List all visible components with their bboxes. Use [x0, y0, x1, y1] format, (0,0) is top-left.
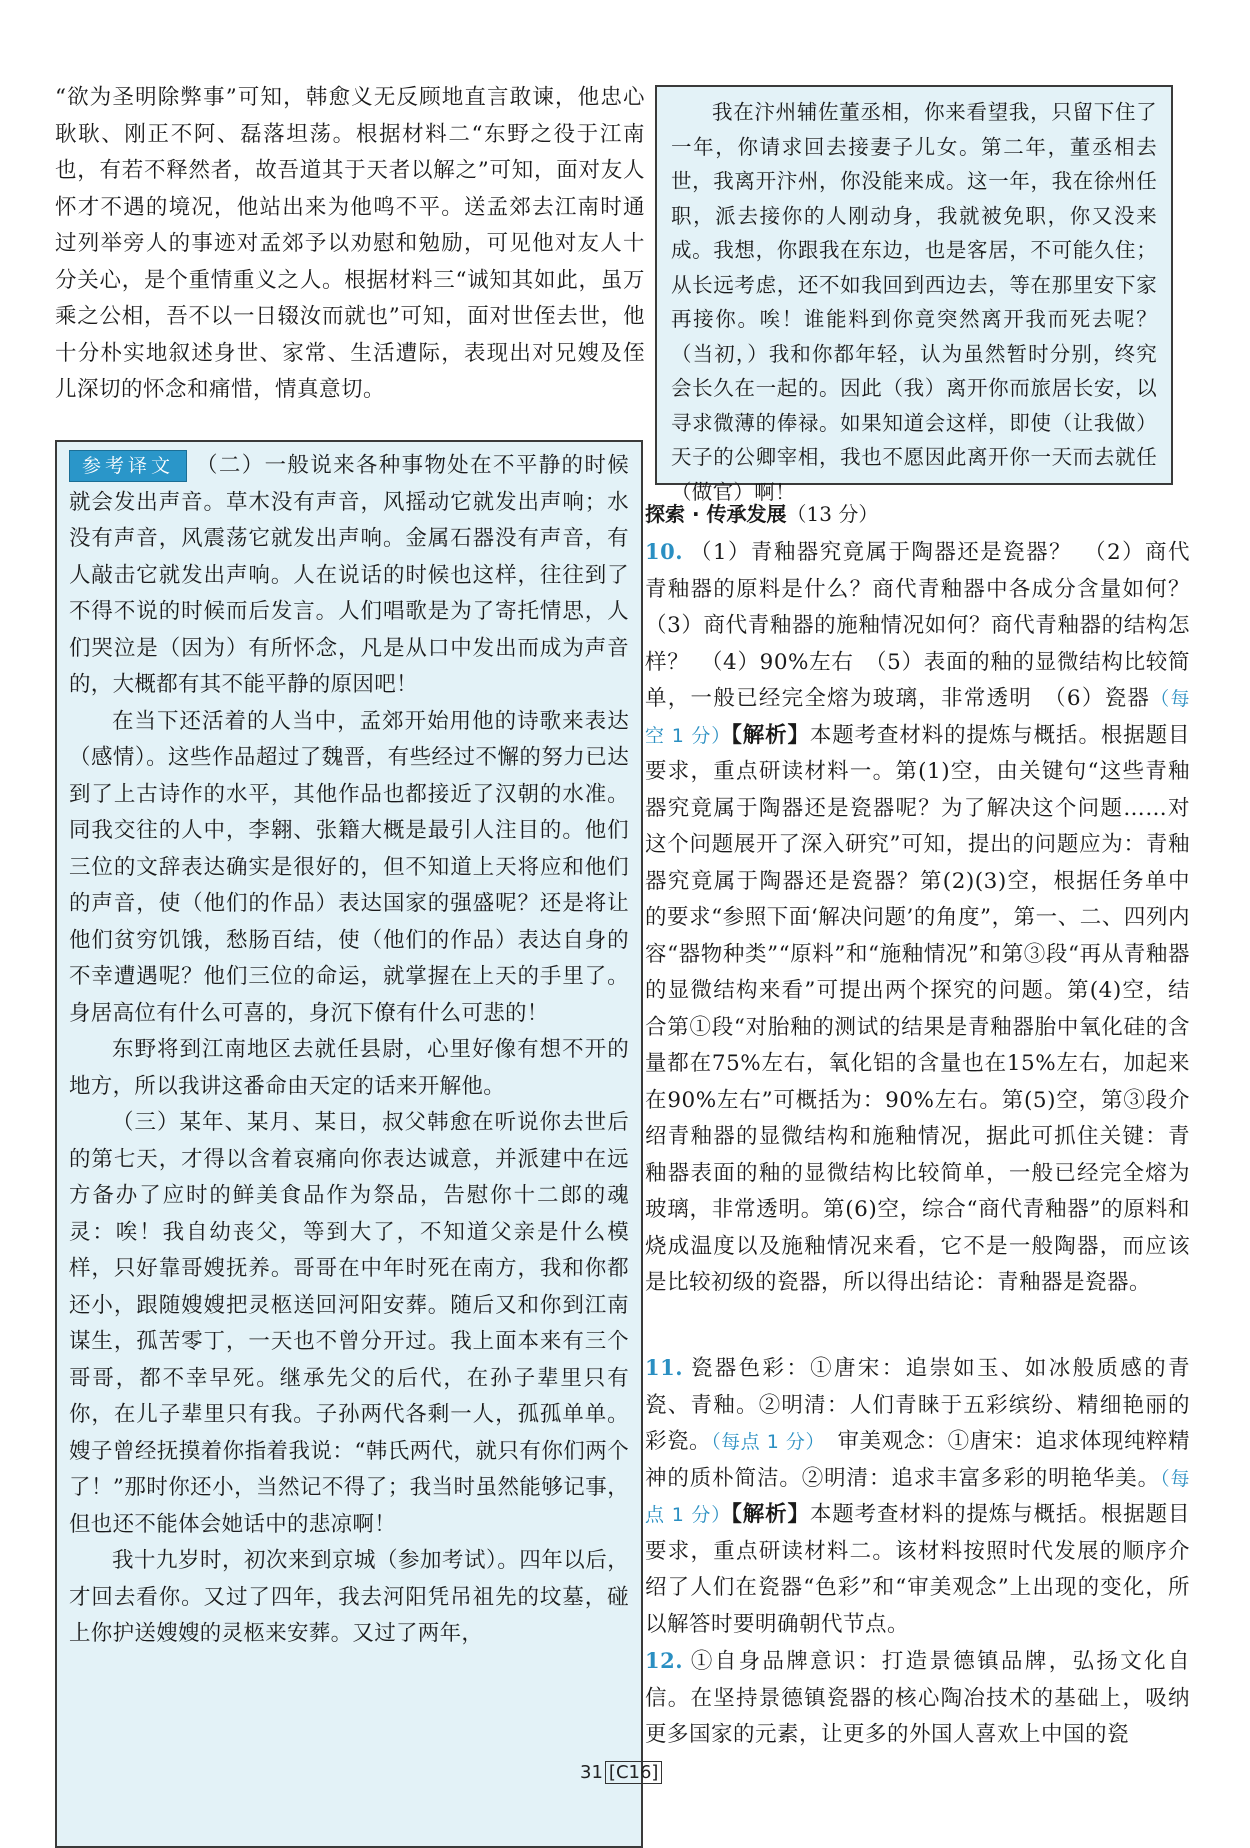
translation-continuation-box — [655, 85, 1173, 504]
translation-paragraph: 我在汴州辅佐董丞相，你来看望我，只留下住了一年，你请求回去接妻子儿女。第二年，董丞相去世，我离开汴州，你没能来成。这一年，我在徐州任职，派去接你的人刚动身，我就被免职，你又没来成。我想，你跟我在东边，也是客居，不可能久住；从长远考虑，还不如我回到西边去，等在那里安下家再接你。唉！谁能料到你竟突然离开我而死去呢？（当初，）我和你都年轻，认为虽然暂时分别，终究会长久在一起的。因此（我）离开你而旅居长安，以寻求微薄的俸禄。如果知道会这样，即使（让我做）天子的公卿宰相，我也不愿因此离开你一天而去就任（做官）啊！ — [671, 100, 1157, 504]
question-11-text: 11. 瓷器色彩：①唐宋：追崇如玉、如冰般质感的青瓷、青釉。②明清：人们青睐于五彩缤纷、精细艳丽的彩瓷。（每点 1 分） 审美观念：①唐宋：追求体现纯粹精神的质朴简洁。②明清：追求丰富多彩的明艳华美。（每点 1 分）【解析】本题考查材料的提炼与概括。根据题目要求，重点研读材料二。该材料按照时代发展的顺序介绍了人们在瓷器“色彩”和“审美观念”上出现的变化，所以解答时要明确朝代节点。 — [645, 1355, 1190, 1637]
page-code: [C16] — [605, 1761, 663, 1784]
analysis-tag: 【解析】 — [731, 1502, 810, 1527]
question-12 — [645, 1643, 1190, 1754]
question-10 — [645, 534, 1213, 1302]
reference-paragraph-3: 东野将到江南地区去就任县尉，心里好像有想不开的地方，所以我讲这番命由天定的话来开解他。 — [69, 1037, 629, 1099]
reference-label: 参考译文 — [69, 450, 187, 482]
analysis-tag: 【解析】 — [731, 722, 810, 748]
section-title: 探索 · 传承发展（13 分） — [645, 502, 879, 526]
question-10-text: 10. （1）青釉器究竟属于陶器还是瓷器？ （2）商代青釉器的原料是什么？商代青釉器中各成分含量如何？ （3）商代青釉器的施釉情况如何？商代青釉器的结构怎样？ （4）90%左右 （5）表面的釉的显微结构比较简单，一般已经完全熔为玻璃，非常透明 （6）瓷器（每空 1 分）【解析】本题考查材料的提炼与概括。根据题目要求，重点研读材料一。第(1)空，由关键句“这些青釉器究竟属于陶器还是瓷器呢？为了解决这个问题……对这个问题展开了深入研究”可知，提出的问题应为：青釉器究竟属于陶器还是瓷器？第(2)(3)空，根据任务单中的要求“参照下面‘解决问题’的角度”，第一、二、四列内容“器物种类”“原料”和“施釉情况”和第③段“再从青釉器的显微结构来看”可提出两个探究的问题。第(4)空，结合第①段“对胎釉的测试的结果是青釉器胎中氧化硅的含量都在75%左右，氧化铝的含量也在15%左右，加起来在90%左右”可概括为：90%左右。第(5)空，第③段介绍青釉器的显微结构和施釉情况，据此可抓住关键：青釉器表面的釉的显微结构比较简单，一般已经完全熔为玻璃，非常透明。第(6)空，综合“商代青釉器”的原料和烧成温度以及施釉情况来看，它不是一般陶器，而应该是比较初级的瓷器，所以得出结论：青釉器是瓷器。 — [645, 539, 1213, 1295]
reference-paragraph-5: 我十九岁时，初次来到京城（参加考试）。四年以后，才回去看你。又过了四年，我去河阳凭吊祖先的坟墓，碰上你护送嫂嫂的灵柩来安葬。又过了两年， — [69, 1548, 629, 1646]
left-column — [55, 80, 645, 409]
score-note: （每点 1 分） — [711, 1431, 816, 1453]
question-12-text: 12. ①自身品牌意识：打造景德镇品牌，弘扬文化自信。在坚持景德镇瓷器的核心陶冶技术的基础上，吸纳更多国家的元素，让更多的外国人喜欢上中国的瓷 — [645, 1648, 1190, 1747]
page-footer — [580, 1762, 662, 1783]
question-11 — [645, 1350, 1190, 1643]
question-number: 12. — [645, 1648, 684, 1673]
reference-paragraph-4: （三）某年、某月、某日，叔父韩愈在听说你去世后的第七天，才得以含着哀痛向你表达诚意，并派建中在远方备办了应时的鲜美食品作为祭品，告慰你十二郎的魂灵：唉！我自幼丧父，等到大了，不知道父亲是什么模样，只好靠哥嫂抚养。哥哥在中年时死在南方，我和你都还小，跟随嫂嫂把灵柩送回河阳安葬。随后又和你到江南谋生，孤苦零丁，一天也不曾分开过。我上面本来有三个哥哥，都不幸早死。继承先父的后代，在孙子辈里只有你，在儿子辈里只有我。子孙两代各剩一人，孤孤单单。嫂子曾经抚摸着你指着我说：“韩氏两代，就只有你们两个了！”那时你还小，当然记不得了；我当时虽然能够记事，但也还不能体会她话中的悲凉啊！ — [69, 1110, 629, 1537]
page-number: 31 — [580, 1762, 603, 1783]
reference-paragraph-1: 参考译文 （二）一般说来各种事物处在不平静的时候就会发出声音。草木没有声音，风摇动它就发出声响；水没有声音，风震荡它就发出声响。金属石器没有声音，有人敲击它就发出声响。人在说话的时候也这样，往往到了不得不说的时候而后发言。人们唱歌是为了寄托情思，人们哭泣是（因为）有所怀念，凡是从口中发出而成为声音的，大概都有其不能平静的原因吧！ — [69, 448, 629, 704]
score-note: （每点 1 分） — [645, 1467, 1190, 1526]
question-number: 11. — [645, 1355, 684, 1380]
answer-paragraph: “欲为圣明除弊事”可知，韩愈义无反顾地直言敢谏，他忠心耿耿、刚正不阿、磊落坦荡。根据材料二“东野之役于江南也，有若不释然者，故吾道其于天者以解之”可知，面对友人怀才不遇的境况，他站出来为他鸣不平。送孟郊去江南时通过列举旁人的事迹对孟郊予以劝慰和勉励，可见他对友人十分关心，是个重情重义之人。根据材料三“诚知其如此，虽万乘之公相，吾不以一日辍汝而就也”可知，面对世侄去世，他十分朴实地叙述身世、家常、生活遭际，表现出对兄嫂及侄儿深切的怀念和痛惜，情真意切。 — [55, 85, 645, 402]
reference-paragraph-2: 在当下还活着的人当中，孟郊开始用他的诗歌来表达（感情）。这些作品超过了魏晋，有些经过不懈的努力已达到了上古诗作的水平，其他作品也都接近了汉朝的水准。同我交往的人中，李翱、张籍大概是最引人注目的。他们三位的文辞表达确实是很好的，但不知道上天将应和他们的声音，使（他们的作品）表达国家的强盛呢？还是将让他们贫穷饥饿，愁肠百结，使（他们的作品）表达自身的不幸遭遇呢？他们三位的命运，就掌握在上天的手里了。身居高位有什么可喜的，身沉下僚有什么可悲的！ — [69, 708, 629, 1026]
reference-translation-box — [55, 440, 643, 1848]
question-number: 10. — [645, 539, 684, 564]
score-note: （每空 1 分） — [645, 688, 1190, 747]
